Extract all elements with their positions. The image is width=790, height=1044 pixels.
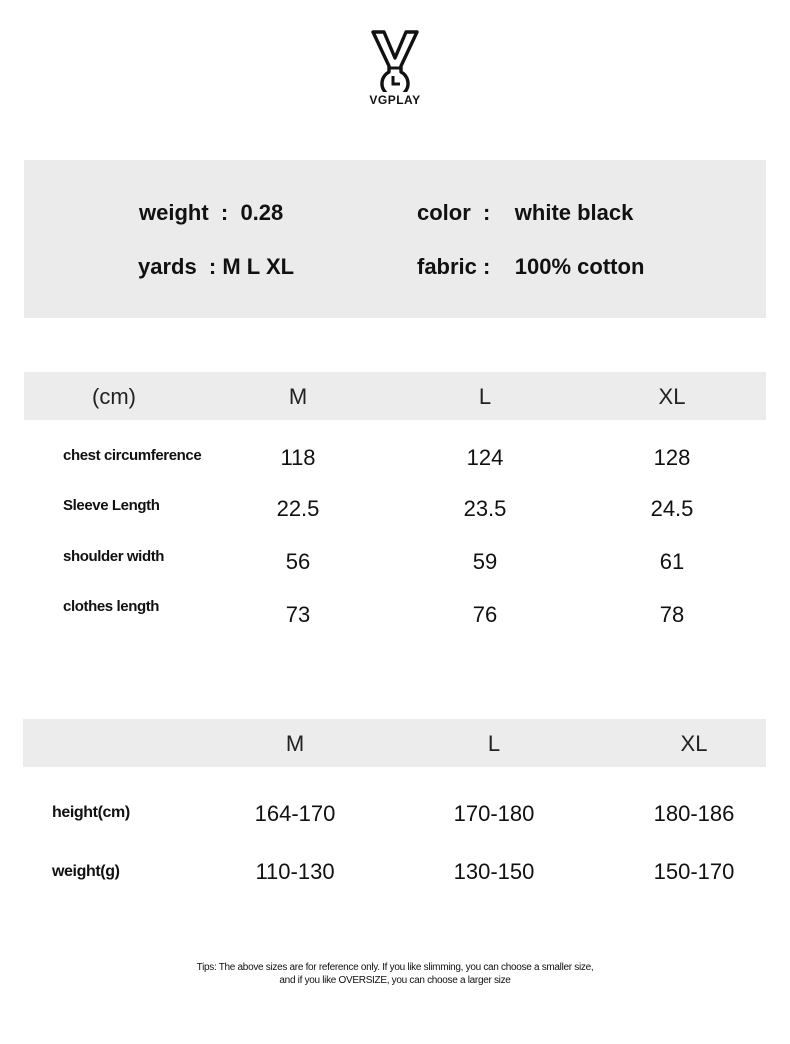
cell-value: 23.5 [463, 496, 507, 521]
column-l: L [478, 384, 492, 409]
cell-value: 150-170 [653, 859, 735, 884]
unit-label: (cm) [92, 384, 136, 409]
brand-logo [355, 28, 435, 107]
row-label: weight(g) [52, 863, 120, 880]
row-label: height(cm) [52, 804, 130, 821]
cell-value: 164-170 [254, 801, 336, 826]
cell-value: 73 [285, 602, 311, 627]
spec-color: color : white black [417, 200, 634, 225]
brand-name: VGPLAY [369, 93, 421, 107]
cell-value: 59 [472, 549, 498, 574]
row-label: chest circumference [63, 447, 202, 464]
vgplay-logo-icon [370, 28, 420, 92]
cell-value: 124 [466, 445, 504, 470]
spec-panel [24, 160, 766, 318]
cell-value: 130-150 [453, 859, 535, 884]
column-xl: XL [658, 384, 686, 409]
cell-value: 118 [280, 445, 316, 470]
size-table-header [24, 372, 766, 420]
cell-value: 170-180 [453, 801, 535, 826]
cell-value: 128 [653, 445, 691, 470]
spec-fabric: fabric : 100% cotton [417, 254, 645, 279]
column-l: L [487, 731, 501, 756]
cell-value: 180-186 [653, 801, 735, 826]
size-tips [0, 961, 790, 987]
row-label: clothes length [63, 598, 160, 615]
column-m: M [285, 731, 305, 756]
cell-value: 56 [285, 549, 311, 574]
cell-value: 78 [659, 602, 685, 627]
row-label: Sleeve Length [63, 497, 160, 514]
cell-value: 110-130 [255, 859, 335, 884]
spec-yards: yards : M L XL [138, 254, 295, 279]
cell-value: 22.5 [276, 496, 320, 521]
tips-line-2: and if you like OVERSIZE, you can choose a larger size [279, 975, 511, 986]
column-xl: XL [680, 731, 708, 756]
tips-line-1: Tips: The above sizes are for reference only. If you like slimming, you can choose a smaller size, [196, 962, 594, 973]
row-label: shoulder width [63, 548, 165, 565]
cell-value: 76 [472, 602, 498, 627]
column-m: M [288, 384, 308, 409]
spec-weight: weight : 0.28 [139, 200, 284, 225]
cell-value: 24.5 [650, 496, 694, 521]
fit-table-header [23, 719, 766, 767]
cell-value: 61 [659, 549, 685, 574]
